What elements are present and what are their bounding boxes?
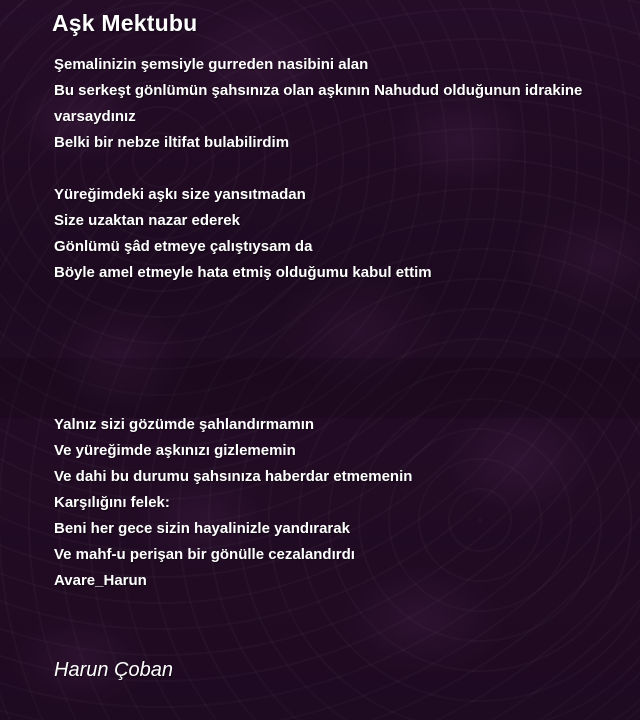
poem-line: Gönlümü şâd etmeye çalıştıysam da (54, 238, 313, 255)
stanza-1 (54, 52, 634, 156)
stanza-2 (54, 182, 634, 286)
poem-line: Ve yüreğimde aşkınızı gizlememin (54, 442, 296, 459)
poem-line: Karşılığını felek: (54, 494, 170, 511)
poem-line: Böyle amel etmeyle hata etmiş olduğumu kabul ettim (54, 264, 432, 281)
poem-line: Şemalinizin şemsiyle gurreden nasibini alan (54, 56, 369, 73)
poem-line: Size uzaktan nazar ederek (54, 212, 240, 229)
poem-line: Bu serkeşt gönlümün şahsınıza olan aşkının Nahudud olduğunun idrakine varsaydınız (54, 82, 583, 125)
poem-line: Ve dahi bu durumu şahsınıza haberdar etmemenin (54, 468, 413, 485)
background-band (0, 358, 640, 418)
poem-line: Beni her gece sizin hayalinizle yandırarak (54, 520, 350, 537)
poem-signature: Avare_Harun (54, 572, 147, 589)
poem-title: Aşk Mektubu (52, 10, 198, 36)
poem-line: Belki bir nebze iltifat bulabilirdim (54, 134, 290, 151)
author-name: Harun Çoban (54, 659, 173, 681)
poem-line: Ve mahf-u perişan bir gönülle cezalandırdı (54, 546, 355, 563)
poem-line: Yalnız sizi gözümde şahlandırmamın (54, 416, 315, 433)
poem-line: Yüreğimdeki aşkı size yansıtmadan (54, 186, 306, 203)
stanza-3 (54, 412, 634, 594)
